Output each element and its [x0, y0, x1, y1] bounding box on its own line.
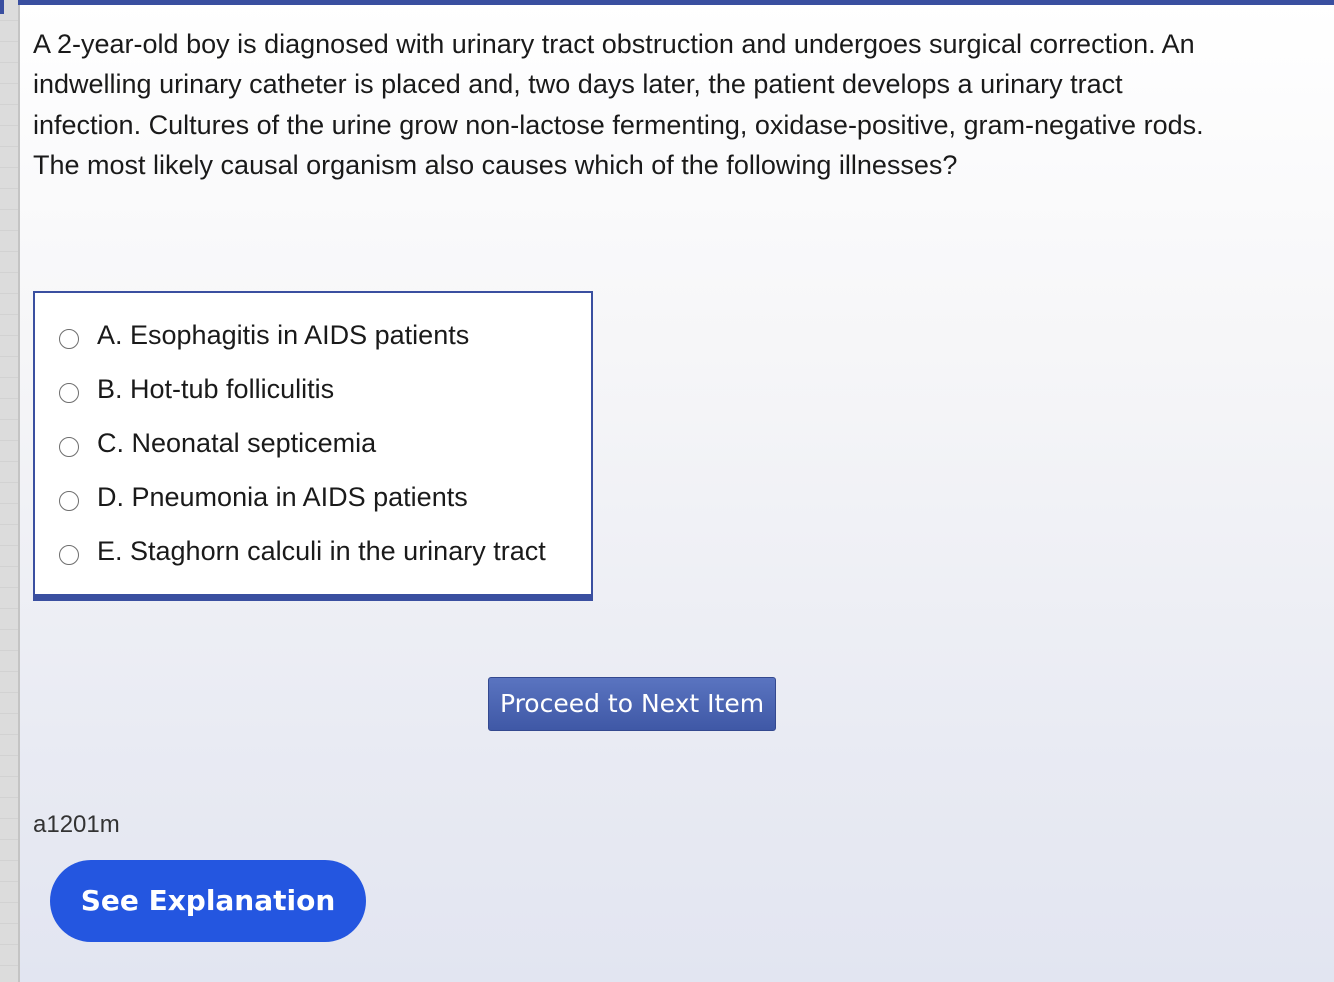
choice-b[interactable]	[35, 367, 591, 411]
see-explanation-button[interactable]: See Explanation	[50, 860, 366, 942]
choice-e[interactable]	[35, 529, 591, 573]
top-accent-bar	[18, 0, 1334, 5]
item-id: a1201m	[33, 811, 120, 838]
choice-label: C. Neonatal septicemia	[97, 428, 377, 458]
choice-d[interactable]	[35, 475, 591, 519]
radio-button-icon[interactable]	[59, 383, 79, 403]
radio-button-icon[interactable]	[59, 545, 79, 565]
left-scroll-rail	[0, 0, 20, 982]
choice-label: D. Pneumonia in AIDS patients	[97, 482, 468, 512]
choice-c[interactable]	[35, 421, 591, 465]
choice-label: A. Esophagitis in AIDS patients	[97, 320, 470, 350]
answer-choices-box	[33, 291, 593, 601]
question-stem: A 2-year-old boy is diagnosed with urinary tract obstruction and undergoes surgical correction. An indwelling urinary catheter is placed and, two days later, the patient develops a urinary tract infection. Cultures of the urine grow non-lactose fermenting, oxidase-positive, gram-negative rods. The most likely causal organism also causes which of the following illnesses?	[33, 29, 1204, 180]
radio-button-icon[interactable]	[59, 329, 79, 349]
radio-button-icon[interactable]	[59, 437, 79, 457]
choice-label: E. Staghorn calculi in the urinary tract	[97, 536, 546, 566]
left-rail-accent	[0, 0, 4, 14]
proceed-to-next-item-button[interactable]: Proceed to Next Item	[488, 677, 776, 731]
choice-label: B. Hot-tub folliculitis	[97, 374, 335, 404]
choice-a[interactable]	[35, 313, 591, 357]
radio-button-icon[interactable]	[59, 491, 79, 511]
